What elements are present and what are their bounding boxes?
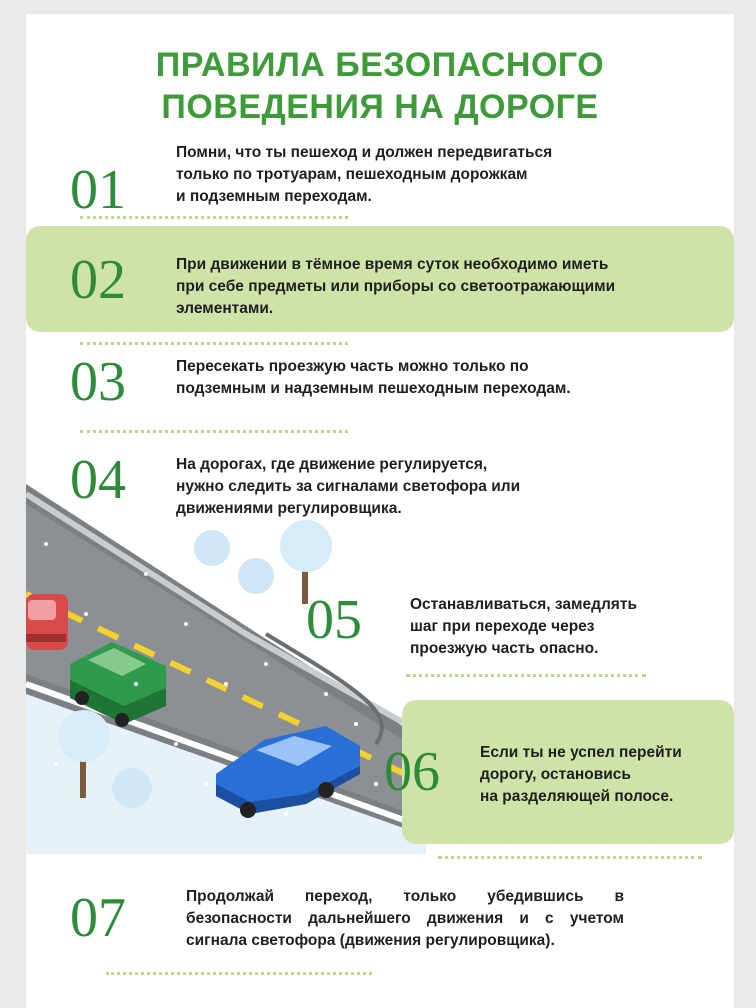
divider-dots xyxy=(80,430,348,433)
rule-05-line-1: Останавливаться, замедлять xyxy=(410,596,637,613)
rule-number-05: 05 xyxy=(306,589,362,651)
rule-05-line-3: проезжую часть опасно. xyxy=(410,640,599,657)
divider-dots xyxy=(80,216,348,219)
rule-06-line-3: на разделяющей полосе. xyxy=(480,788,674,805)
rule-number-02: 02 xyxy=(70,249,126,311)
title-line-2: ПОВЕДЕНИЯ НА ДОРОГЕ xyxy=(161,88,599,126)
rule-number-04: 04 xyxy=(70,449,126,511)
rule-03-line-1: Пересекать проезжую часть можно только по xyxy=(176,358,529,375)
divider-dots xyxy=(80,342,348,345)
divider-dots xyxy=(406,674,646,677)
rule-07-line-2: безопасности дальнейшего движения и с учетом xyxy=(186,910,624,927)
infographic-page xyxy=(26,14,734,1008)
rule-number-03: 03 xyxy=(70,351,126,413)
rule-text-02 xyxy=(176,254,615,320)
rule-number-01: 01 xyxy=(70,159,126,221)
rule-07-line-1: Продолжай переход, только убедившись в xyxy=(186,888,624,905)
rule-text-06 xyxy=(480,742,682,808)
rule-number-07: 07 xyxy=(70,887,126,949)
snowy-bush-icon xyxy=(194,530,274,594)
rule-02-line-3: элементами. xyxy=(176,300,274,317)
rule-06-line-1: Если ты не успел перейти xyxy=(480,744,682,761)
rule-05-line-2: шаг при переходе через xyxy=(410,618,595,635)
red-car-icon xyxy=(26,594,68,650)
divider-dots xyxy=(106,972,372,975)
rule-text-01 xyxy=(176,142,552,208)
rule-text-03 xyxy=(176,356,571,400)
divider-dots xyxy=(438,856,702,859)
rule-07-line-3: сигнала светофора (движения регулировщика). xyxy=(186,932,555,949)
rule-02-line-2: при себе предметы или приборы со светоотражающими xyxy=(176,278,616,295)
rule-number-06: 06 xyxy=(384,741,440,803)
page-title xyxy=(26,44,734,128)
rule-04-line-1: На дорогах, где движение регулируется, xyxy=(176,456,488,473)
title-line-1: ПРАВИЛА БЕЗОПАСНОГО xyxy=(155,46,605,84)
rule-03-line-2: подземным и надземным пешеходным переходам. xyxy=(176,380,571,397)
snowy-bush-icon xyxy=(112,768,152,808)
rule-01-line-1: Помни, что ты пешеход и должен передвигаться xyxy=(176,144,553,161)
rule-01-line-3: и подземным переходам. xyxy=(176,188,372,205)
rule-text-04 xyxy=(176,454,520,520)
rule-04-line-3: движениями регулировщика. xyxy=(176,500,402,517)
rule-text-07 xyxy=(186,886,624,952)
rule-06-line-2: дорогу, остановись xyxy=(480,766,631,783)
rule-01-line-2: только по тротуарам, пешеходным дорожкам xyxy=(176,166,528,183)
rule-04-line-2: нужно следить за сигналами светофора или xyxy=(176,478,521,495)
rule-02-line-1: При движении в тёмное время суток необходимо иметь xyxy=(176,256,609,273)
rule-text-05 xyxy=(410,594,637,660)
